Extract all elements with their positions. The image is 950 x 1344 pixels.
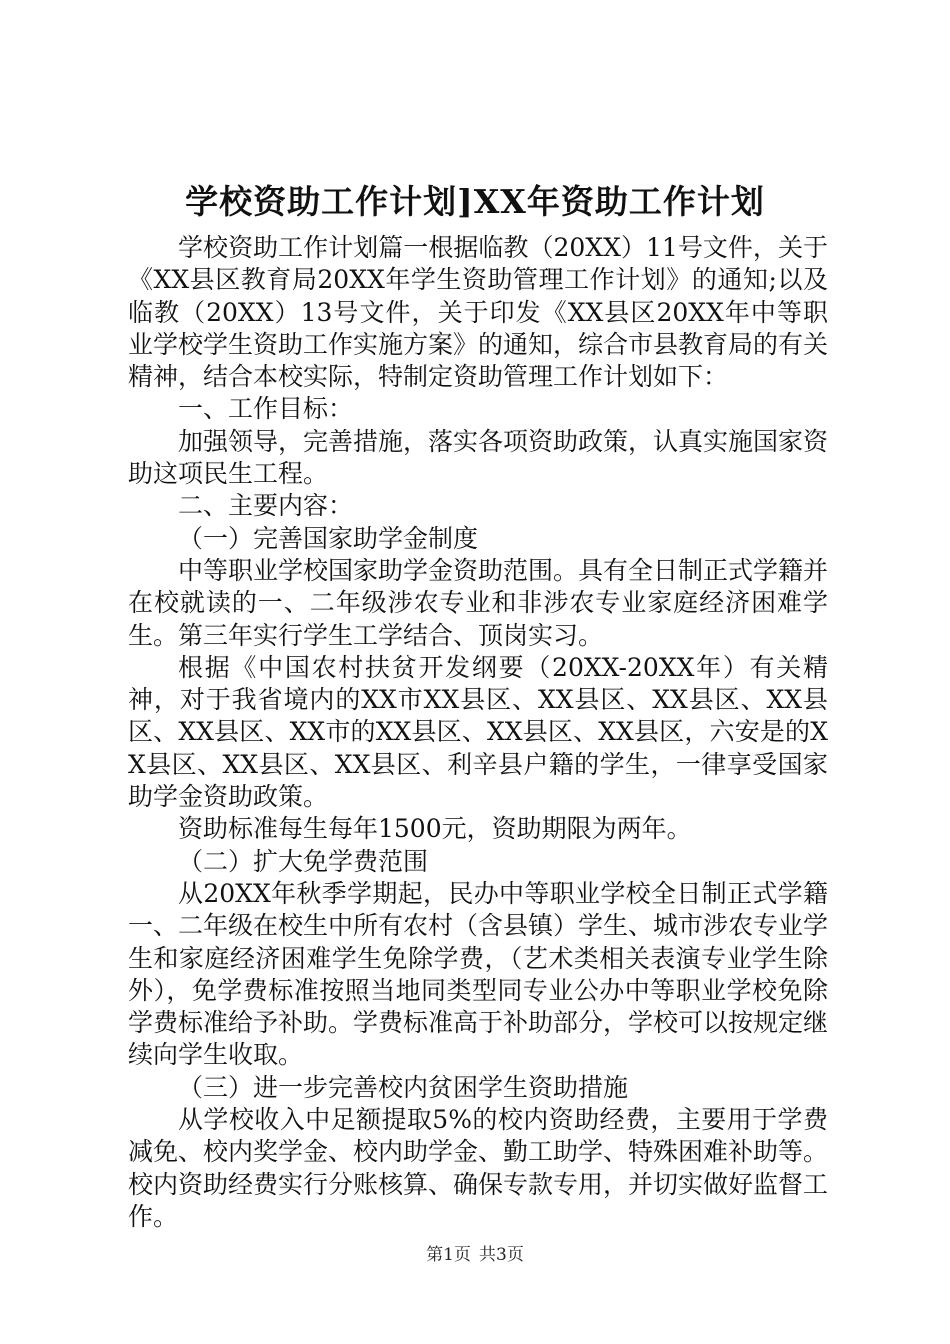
subheading-tuition-free: （二）扩大免学费范围 [178,846,429,876]
paragraph-intro: 学校资助工作计划篇一根据临教（20XX）11号文件，关于《XX县区教育局20XX年学生资助管理工作计划》的通知;以及临教（20XX）13号文件，关于印发《XX县区20XX年中等职业学校学生资助工作实施方案》的通知，综合市县教育局的有关精神，结合本校实际，特制定资助管理工作计划如下： [128,233,829,392]
paragraph-school-aid: 从学校收入中足额提取5%的校内资助经费，主要用于学费减免、校内奖学金、校内助学金、勤工助学、特殊困难补助等。校内资助经费实行分账核算、确保专款专用，并切实做好监督工作。 [128,1105,829,1231]
page-footer [0,1243,950,1267]
subheading-grant-system: （一）完善国家助学金制度 [178,523,479,553]
subheading-school-aid: （三）进一步完善校内贫困学生资助措施 [178,1072,629,1102]
paragraph-tuition-free: 从20XX年秋季学期起，民办中等职业学校全日制正式学籍一、二年级在校生中所有农村（含县镇）学生、城市涉农专业学生和家庭经济困难学生免除学费，（艺术类相关表演专业学生除外），免学费标准按照当地同类型同专业公办中等职业学校免除学费标准给予补助。学费标准高于补助部分，学校可以按规定继续向学生收取。 [128,878,829,1070]
page-total: 共3页 [479,1245,524,1265]
paragraph-grant-standard: 资助标准每生每年1500元，资助期限为两年。 [178,814,692,844]
document-title: 学校资助工作计划]XX年资助工作计划 [185,182,765,221]
paragraph-goals: 加强领导，完善措施，落实各项资助政策，认真实施国家资助这项民生工程。 [128,426,829,489]
section-heading-goals: 一、工作目标： [178,394,354,424]
paragraph-grant-scope: 中等职业学校国家助学金资助范围。具有全日制正式学籍并在校就读的一、二年级涉农专业和非涉农专业家庭经济困难学生。第三年实行学生工学结合、顶岗实习。 [128,555,829,650]
section-heading-content: 二、主要内容： [178,491,354,521]
paragraph-grant-regions: 根据《中国农村扶贫开发纲要（20XX-20XX年）有关精神，对于我省境内的XX市XX县区、XX县区、XX县区、XX县区、XX县区、XX市的XX县区、XX县区、XX县区，六安是的XX县区、XX县区、XX县区、利辛县户籍的学生，一律享受国家助学金资助政策。 [128,652,828,812]
document-body [128,232,828,1233]
page-number: 第1页 [426,1245,471,1265]
